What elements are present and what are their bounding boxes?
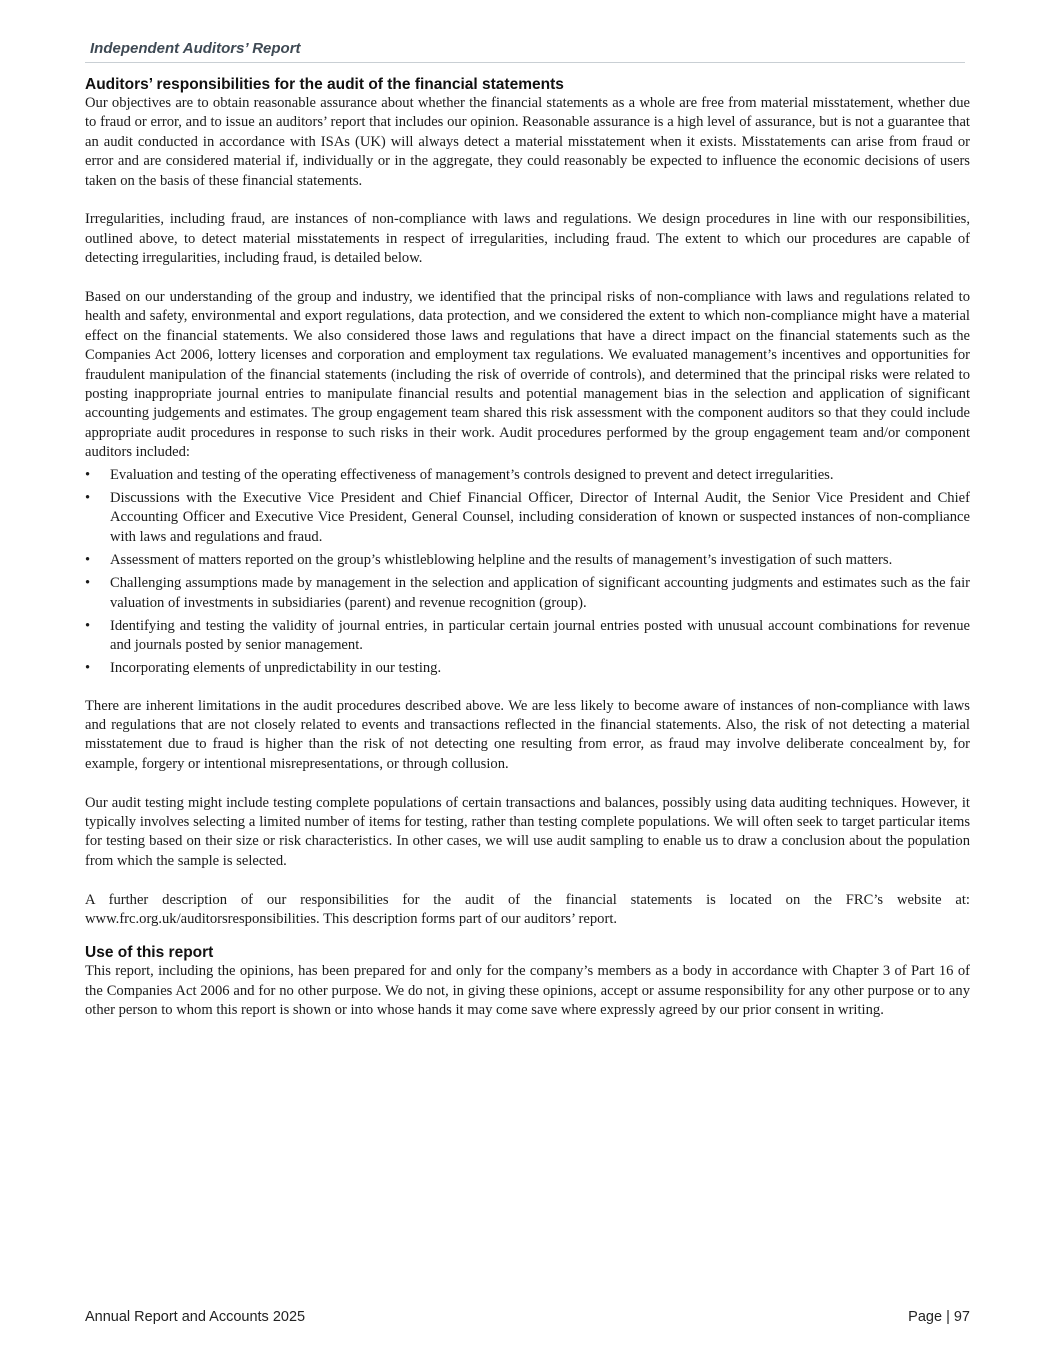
- section-heading-use-of-report: Use of this report: [85, 944, 214, 962]
- bullet-icon: •: [85, 617, 91, 634]
- list-item-text: Incorporating elements of unpredictability in our testing.: [110, 660, 442, 677]
- list-item: [85, 551, 970, 570]
- bullet-icon: •: [85, 489, 91, 506]
- paragraph-gap: [85, 269, 970, 288]
- paragraph-gap: [85, 774, 970, 793]
- paragraph-irregularities: Irregularities, including fraud, are instances of non-compliance with laws and regulations. We design procedures in line with our responsibilities, outlined above, to detect material misstatements in respect of irregularities, including fraud. The extent to which our procedures are capable of detecting irregularities, including fraud, is detailed below.: [85, 211, 970, 267]
- bullet-icon: •: [85, 466, 91, 483]
- list-item: [85, 574, 970, 613]
- paragraph-gap: [85, 929, 970, 943]
- report-body: [85, 75, 970, 1021]
- list-item: [85, 659, 970, 678]
- list-item-text: Assessment of matters reported on the group’s whistleblowing helpline and the results of management’s investigation of such matters.: [110, 551, 893, 568]
- paragraph-gap: [85, 191, 970, 210]
- header-divider: [85, 62, 965, 63]
- paragraph-further-description: A further description of our responsibilities for the audit of the financial statements is located on the FRC’s website at: www.frc.org.uk/auditorsresponsibilities. This description forms part of our auditors’ report.: [85, 891, 970, 927]
- footer-report-title: Annual Report and Accounts 2025: [85, 1309, 306, 1325]
- paragraph-gap: [85, 871, 970, 890]
- paragraph-use-of-report: This report, including the opinions, has been prepared for and only for the company’s members as a body in accordance with Chapter 3 of Part 16 of the Companies Act 2006 and for no other purpose. We do not, in giving these opinions, accept or assume responsibility for any other purpose or to any other person to whom this report is shown or into whose hands it may come save where expressly agreed by our prior consent in writing.: [85, 963, 970, 1019]
- list-item-text: Evaluation and testing of the operating effectiveness of management’s controls designed to prevent and detect irregularities.: [110, 466, 834, 483]
- paragraph-objectives: Our objectives are to obtain reasonable assurance about whether the financial statements as a whole are free from material misstatement, whether due to fraud or error, and to issue an auditors’ report that includes our opinion. Reasonable assurance is a high level of assurance, but is not a guarantee that an audit conducted in accordance with ISAs (UK) will always detect a material misstatement when it exists. Misstatements can arise from fraud or error and are considered material if, individually or in the aggregate, they could reasonably be expected to influence the economic decisions of users taken on the basis of these financial statements.: [85, 95, 970, 189]
- paragraph-principal-risks: Based on our understanding of the group and industry, we identified that the principal risks of non-compliance with laws and regulations related to health and safety, environmental and export regulations, data protection, and we considered the extent to which non-compliance might have a material effect on the financial statements. We also considered those laws and regulations that have a direct impact on the financial statements such as the Companies Act 2006, lottery licenses and corporation and employment tax regulations. We evaluated management’s incentives and opportunities for fraudulent manipulation of the financial statements (including the risk of override of controls), and determined that the principal risks were related to posting inappropriate journal entries to manipulate financial results and potential management bias in the selection and application of significant accounting judgements and estimates. The group engagement team shared this risk assessment with the component auditors so that they could include appropriate audit procedures in response to such risks in their work. Audit procedures performed by the group engagement team and/or component auditors included:: [85, 289, 970, 461]
- list-item-text: Challenging assumptions made by management in the selection and application of significant accounting judgments and estimates such as the fair valuation of investments in subsidiaries (parent) and revenue recognition (group).: [110, 575, 970, 611]
- paragraph-inherent-limitations: There are inherent limitations in the audit procedures described above. We are less likely to become aware of instances of non-compliance with laws and regulations that are not closely related to events and transactions reflected in the financial statements. Also, the risk of not detecting a material misstatement due to fraud is higher than the risk of not detecting one resulting from error, as fraud may involve deliberate concealment by, for example, forgery or intentional misrepresentations, or through collusion.: [85, 697, 970, 772]
- list-item-text: Discussions with the Executive Vice President and Chief Financial Officer, Director of Internal Audit, the Senior Vice President and Chief Accounting Officer and Executive Vice President, General Counsel, including consideration of known or suspected instances of non-compliance with laws and regulations and fraud.: [110, 489, 970, 545]
- list-item: [85, 617, 970, 656]
- section-heading-responsibilities: Auditors’ responsibilities for the audit of the financial statements: [85, 76, 564, 93]
- footer-page-number: Page | 97: [908, 1309, 970, 1325]
- bullet-icon: •: [85, 660, 91, 677]
- list-item: [85, 466, 970, 485]
- paragraph-gap: [85, 683, 970, 697]
- bullet-icon: •: [85, 551, 91, 568]
- list-item: [85, 489, 970, 547]
- audit-procedures-list: [85, 466, 970, 679]
- paragraph-audit-testing: Our audit testing might include testing complete populations of certain transactions and balances, possibly using data auditing techniques. However, it typically involves selecting a limited number of items for testing, rather than testing complete populations. We will often seek to target particular items for testing based on their size or risk characteristics. In other cases, we will use audit sampling to enable us to draw a conclusion about the population from which the sample is selected.: [85, 794, 970, 869]
- list-item-text: Identifying and testing the validity of journal entries, in particular certain journal entries posted with unusual account combinations for revenue and journals posted by senior management.: [110, 617, 970, 654]
- page-header-title: Independent Auditors’ Report: [90, 40, 301, 57]
- bullet-icon: •: [85, 575, 91, 592]
